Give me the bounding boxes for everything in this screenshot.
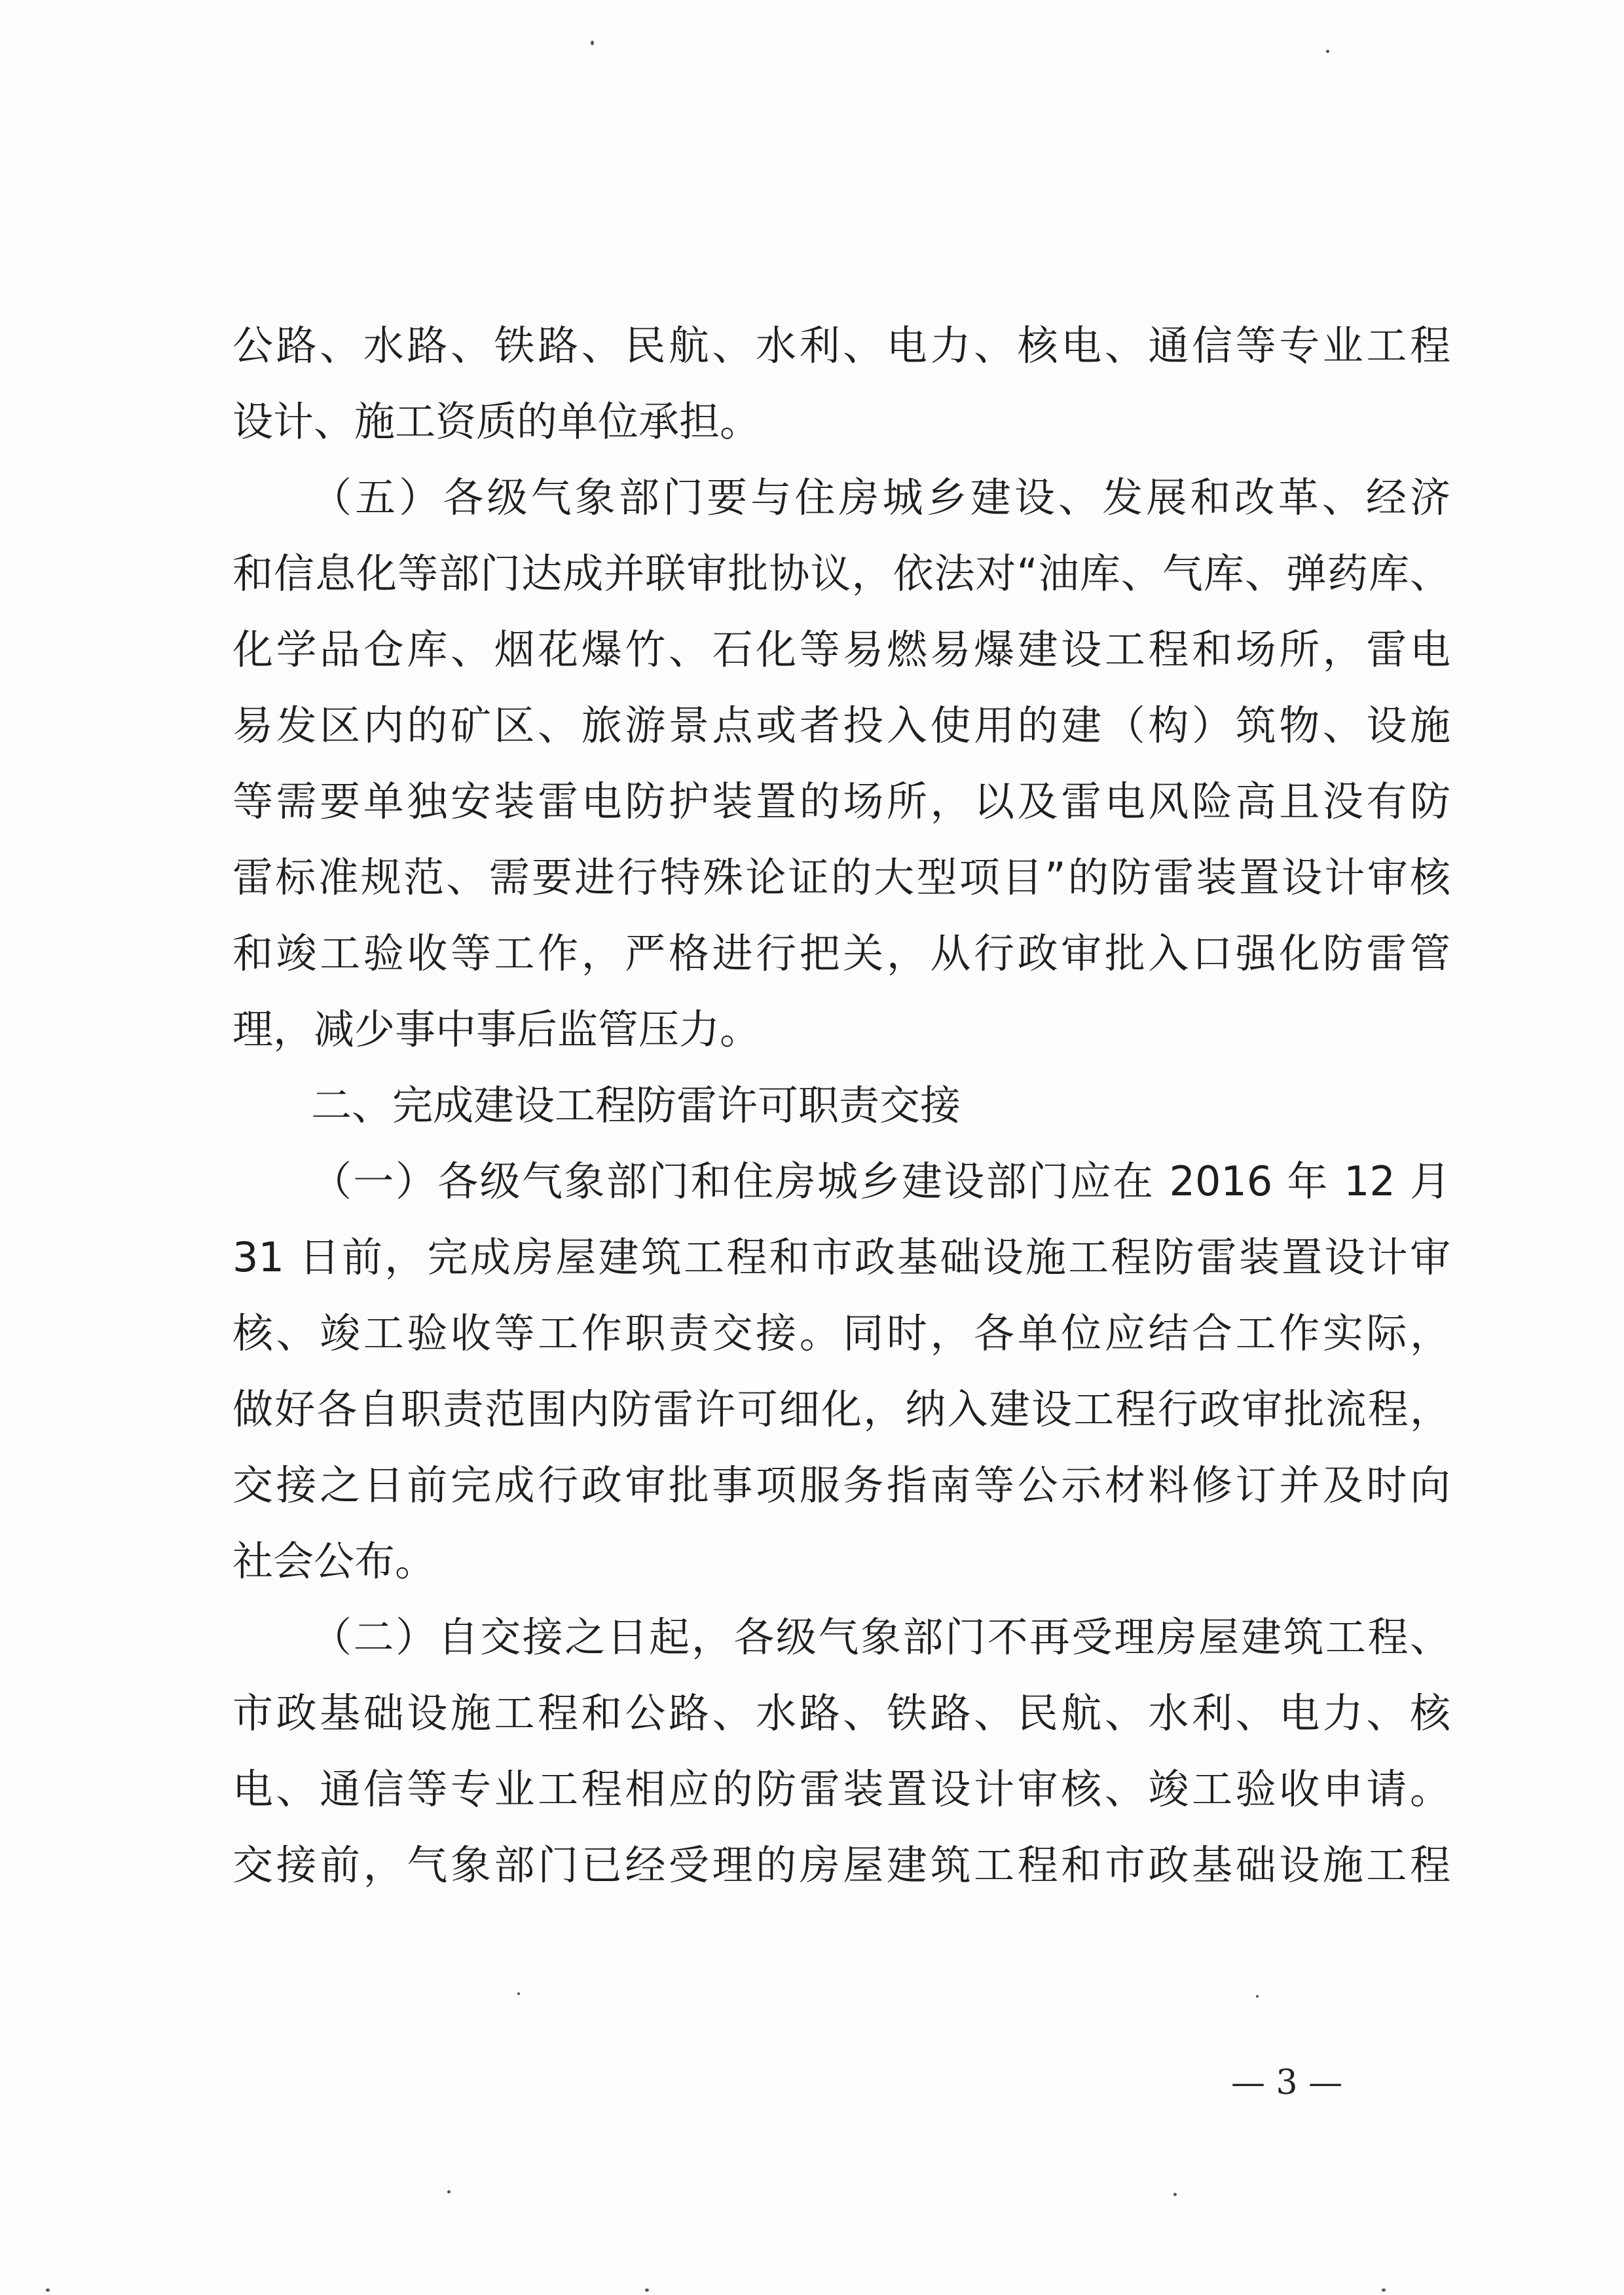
text-line-7: 等需要单独安装雷电防护装置的场所，以及雷电风险高且没有防 xyxy=(232,777,1450,825)
scan-speck xyxy=(1256,1995,1259,1998)
text-line-21: 交接前，气象部门已经受理的房屋建筑工程和市政基础设施工程 xyxy=(232,1841,1450,1889)
text-line-4: 和信息化等部门达成并联审批协议，依法对“油库、气库、弹药库、 xyxy=(232,550,1450,597)
scan-speck xyxy=(1382,2288,1386,2292)
text-line-13: 31 日前，完成房屋建筑工程和市政基础设施工程防雷装置设计审 xyxy=(232,1233,1450,1281)
scan-speck xyxy=(46,2288,50,2292)
paragraph-2-line-1: （二）自交接之日起，各级气象部门不再受理房屋建筑工程、 xyxy=(311,1613,1450,1661)
text-line-5: 化学品仓库、烟花爆竹、石化等易燃易爆建设工程和场所，雷电 xyxy=(232,625,1450,673)
section-heading-2: 二、完成建设工程防雷许可职责交接 xyxy=(311,1081,961,1129)
paragraph-5-line-1: （五）各级气象部门要与住房城乡建设、发展和改革、经济 xyxy=(311,474,1450,521)
page-number: — 3 — xyxy=(1231,2063,1343,2102)
scan-speck xyxy=(591,41,594,45)
text-line-20: 电、通信等专业工程相应的防雷装置设计审核、竣工验收申请。 xyxy=(232,1765,1450,1813)
body-text xyxy=(232,308,1450,1903)
text-line-2: 设计、施工资质的单位承担。 xyxy=(232,398,761,445)
text-line-9: 和竣工验收等工作，严格进行把关，从行政审批入口强化防雷管 xyxy=(232,929,1450,977)
paragraph-1-line-1: （一）各级气象部门和住房城乡建设部门应在 2016 年 12 月 xyxy=(311,1157,1450,1205)
scan-speck xyxy=(1173,2193,1177,2196)
text-line-15: 做好各自职责范围内防雷许可细化，纳入建设工程行政审批流程， xyxy=(232,1385,1450,1433)
text-line-16: 交接之日前完成行政审批事项服务指南等公示材料修订并及时向 xyxy=(232,1461,1450,1509)
scan-speck xyxy=(1326,50,1329,53)
scan-speck xyxy=(645,2288,649,2292)
text-line-1: 公路、水路、铁路、民航、水利、电力、核电、通信等专业工程 xyxy=(232,322,1450,369)
scan-speck xyxy=(517,1992,520,1995)
scan-speck xyxy=(447,2190,451,2193)
text-line-10: 理，减少事中事后监管压力。 xyxy=(232,1005,761,1053)
text-line-17: 社会公布。 xyxy=(232,1537,436,1585)
text-line-6: 易发区内的矿区、旅游景点或者投入使用的建（构）筑物、设施 xyxy=(232,701,1450,749)
text-line-8: 雷标准规范、需要进行特殊论证的大型项目”的防雷装置设计审核 xyxy=(232,853,1450,901)
text-line-19: 市政基础设施工程和公路、水路、铁路、民航、水利、电力、核 xyxy=(232,1689,1450,1737)
text-line-14: 核、竣工验收等工作职责交接。同时，各单位应结合工作实际， xyxy=(232,1309,1450,1357)
